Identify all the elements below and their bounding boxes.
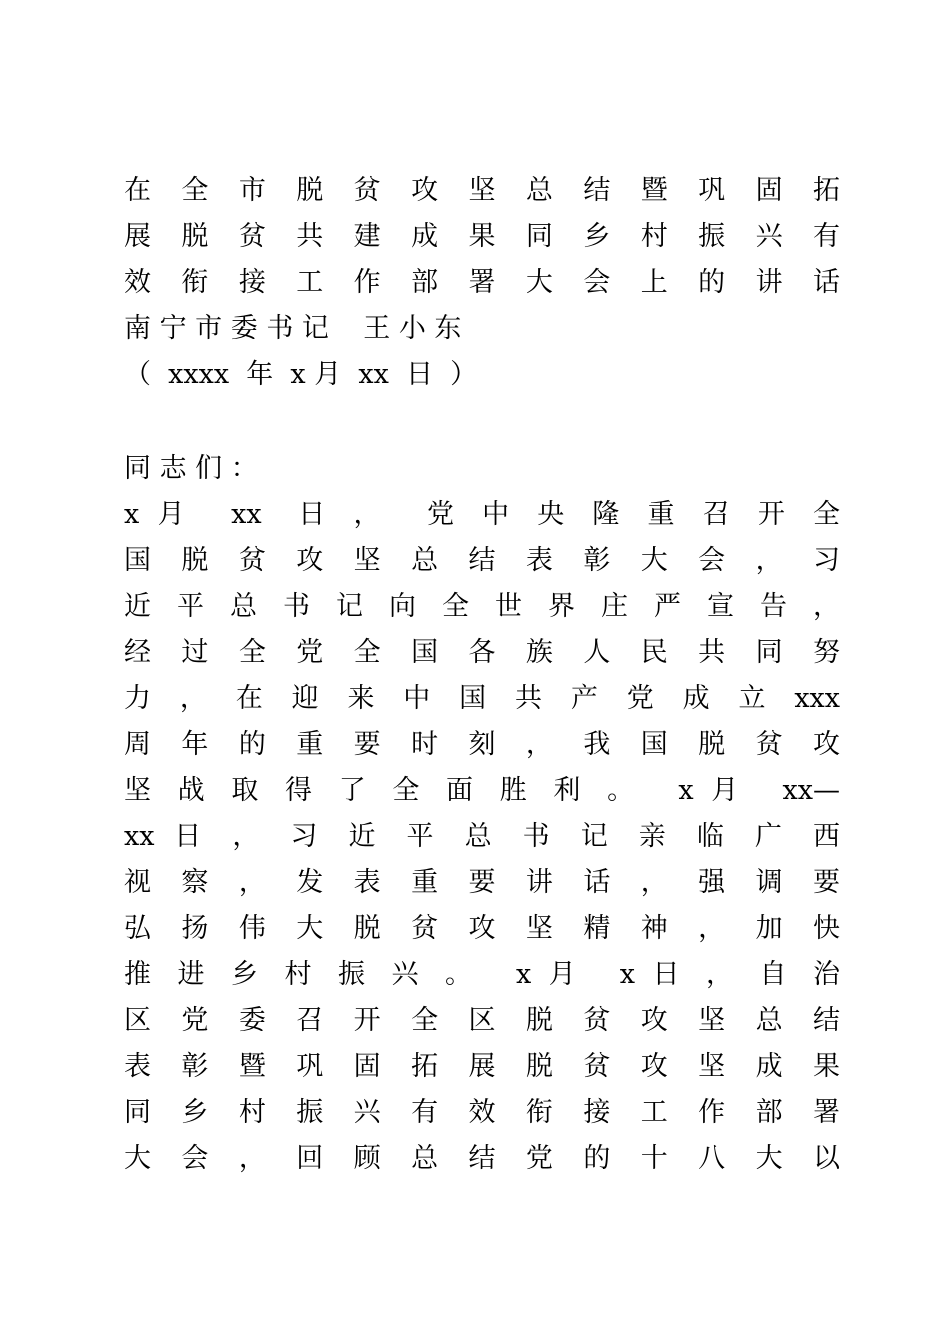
body-line: 经 过 全 党 全 国 各 族 人 民 共 同 努	[124, 637, 840, 668]
body-line: 大 会 ， 回 顾 总 结 党 的 十 八 大 以	[124, 1143, 840, 1174]
body-line: 国 脱 贫 攻 坚 总 结 表 彰 大 会 ， 习	[124, 545, 840, 576]
body-line: 周 年 的 重 要 时 刻 ， 我 国 脱 贫 攻	[124, 729, 840, 760]
speech-body	[124, 446, 840, 1182]
date-line: （ xxxx 年 x 月 xx 日 ）	[124, 359, 478, 390]
body-line: 坚 战 取 得 了 全 面 胜 利 。 x 月 xx—	[124, 775, 840, 806]
body-line: 视 察 ， 发 表 重 要 讲 话 ， 强 调 要	[124, 867, 840, 898]
salutation: 同 志 们 ：	[124, 453, 258, 484]
title-line-3: 效 衔 接 工 作 部 署 大 会 上 的 讲 话	[124, 267, 840, 298]
body-line: 同 乡 村 振 兴 有 效 衔 接 工 作 部 署	[124, 1097, 840, 1128]
title-line-1: 在 全 市 脱 贫 攻 坚 总 结 暨 巩 固 拓	[124, 175, 840, 206]
body-line: 区 党 委 召 开 全 区 脱 贫 攻 坚 总 结	[124, 1005, 840, 1036]
body-line: 弘 扬 伟 大 脱 贫 攻 坚 精 神 ， 加 快	[124, 913, 840, 944]
body-line: 推 进 乡 村 振 兴 。 x 月 x 日 ， 自 治	[124, 959, 840, 990]
speaker-line: 南 宁 市 委 书 记 王 小 东	[124, 313, 462, 344]
body-line: xx 日 ， 习 近 平 总 书 记 亲 临 广 西	[124, 821, 840, 852]
speech-title-block	[124, 168, 840, 398]
body-line: 表 彰 暨 巩 固 拓 展 脱 贫 攻 坚 成 果	[124, 1051, 840, 1082]
body-line: 近 平 总 书 记 向 全 世 界 庄 严 宣 告 ，	[124, 591, 840, 622]
title-line-2: 展 脱 贫 共 建 成 果 同 乡 村 振 兴 有	[124, 221, 840, 252]
body-line: x 月 xx 日 ， 党 中 央 隆 重 召 开 全	[124, 499, 840, 530]
body-line: 力 ， 在 迎 来 中 国 共 产 党 成 立 xxx	[124, 683, 840, 714]
